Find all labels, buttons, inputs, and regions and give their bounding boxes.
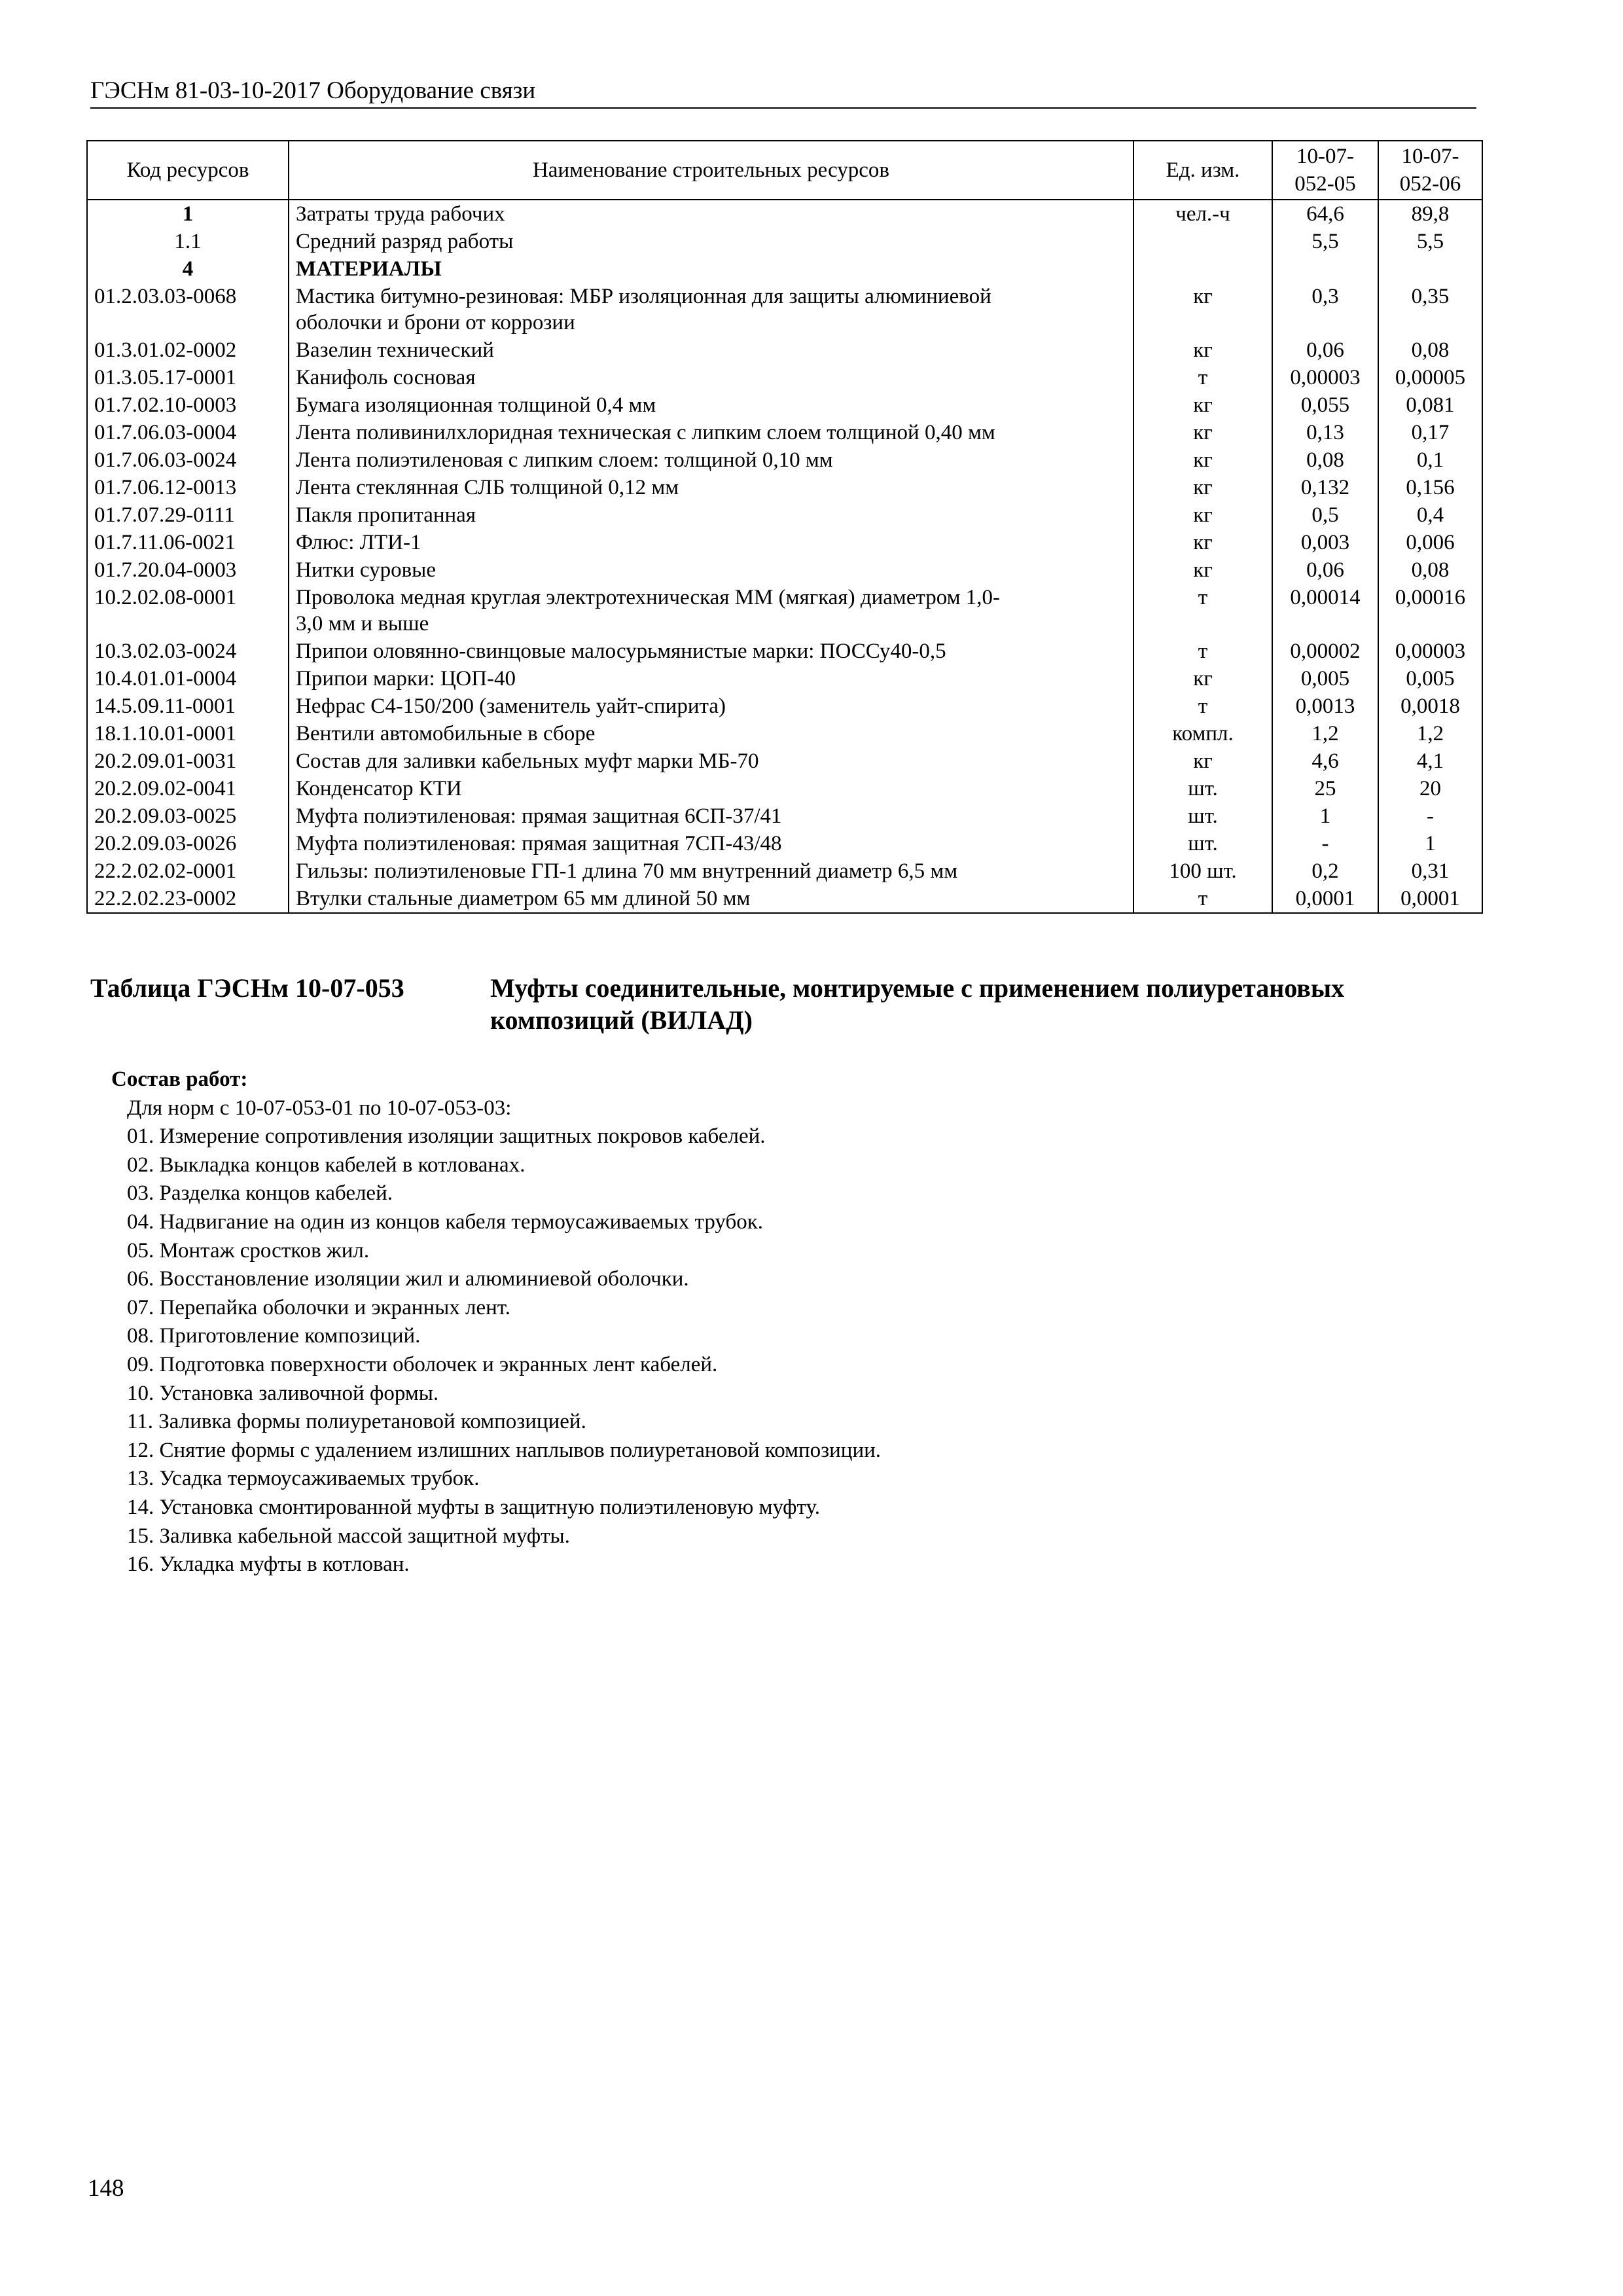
cell-name-line: Конденсатор КТИ xyxy=(296,777,462,800)
cell-code: 01.7.02.10-0003 xyxy=(87,391,289,419)
cell-unit: кг xyxy=(1133,665,1272,692)
work-item: 03. Разделка концов кабелей. xyxy=(127,1181,393,1206)
cell-unit: чел.-ч xyxy=(1133,200,1272,228)
table-row xyxy=(87,529,1482,556)
cell-code: 4 xyxy=(87,255,289,283)
cell-name-line: 3,0 мм и выше xyxy=(296,612,429,636)
cell-code: 01.7.20.04-0003 xyxy=(87,556,289,584)
cell-unit: кг xyxy=(1133,501,1272,529)
cell-name xyxy=(289,283,1133,336)
cell-value-1: 4,6 xyxy=(1272,747,1378,775)
cell-code: 01.2.03.03-0068 xyxy=(87,283,289,336)
table-row xyxy=(87,747,1482,775)
cell-name-line: Затраты труда рабочих xyxy=(296,202,505,226)
table-row xyxy=(87,255,1482,283)
cell-value-2: 0,35 xyxy=(1378,283,1482,336)
table-body xyxy=(87,200,1482,913)
table-row xyxy=(87,637,1482,665)
cell-code: 01.7.06.03-0004 xyxy=(87,419,289,446)
resources-table xyxy=(86,140,1483,914)
cell-value-2: 0,081 xyxy=(1378,391,1482,419)
cell-name xyxy=(289,857,1133,885)
cell-name xyxy=(289,637,1133,665)
work-item: 05. Монтаж сростков жил. xyxy=(127,1238,370,1263)
cell-unit: т xyxy=(1133,637,1272,665)
cell-name-line: Средний разряд работы xyxy=(296,230,514,253)
table-row xyxy=(87,474,1482,501)
cell-unit: кг xyxy=(1133,336,1272,364)
work-item: 01. Измерение сопротивления изоляции защитных покровов кабелей. xyxy=(127,1124,766,1149)
cell-unit: кг xyxy=(1133,446,1272,474)
cell-code: 01.7.06.12-0013 xyxy=(87,474,289,501)
cell-name xyxy=(289,830,1133,857)
cell-unit: кг xyxy=(1133,419,1272,446)
cell-value-2: 0,00016 xyxy=(1378,584,1482,637)
cell-name-line: Флюс: ЛТИ-1 xyxy=(296,531,421,554)
cell-value-1: 0,005 xyxy=(1272,665,1378,692)
cell-value-1: 25 xyxy=(1272,775,1378,802)
cell-code: 20.2.09.03-0026 xyxy=(87,830,289,857)
cell-value-1: 0,00002 xyxy=(1272,637,1378,665)
cell-value-1: 1 xyxy=(1272,802,1378,830)
cell-name-line: Канифоль сосновая xyxy=(296,366,476,389)
work-item: 08. Приготовление композиций. xyxy=(127,1324,421,1348)
cell-code: 1 xyxy=(87,200,289,228)
cell-name xyxy=(289,419,1133,446)
cell-value-1: 0,003 xyxy=(1272,529,1378,556)
work-item: 06. Восстановление изоляции жил и алюминиевой оболочки. xyxy=(127,1267,689,1291)
cell-unit: компл. xyxy=(1133,720,1272,747)
table-label: Таблица ГЭСНм 10-07-053 xyxy=(90,973,404,1003)
cell-value-1: 64,6 xyxy=(1272,200,1378,228)
cell-name xyxy=(289,692,1133,720)
cell-name xyxy=(289,584,1133,637)
cell-value-2: 0,08 xyxy=(1378,336,1482,364)
header-code: Код ресурсов xyxy=(87,141,289,200)
table-row xyxy=(87,556,1482,584)
table-row xyxy=(87,446,1482,474)
work-item: 12. Снятие формы с удалением излишних наплывов полиуретановой композиции. xyxy=(127,1438,882,1462)
table-row xyxy=(87,336,1482,364)
works-scope: Для норм с 10-07-053-01 по 10-07-053-03: xyxy=(127,1096,512,1120)
cell-value-2: 0,08 xyxy=(1378,556,1482,584)
work-item: 16. Укладка муфты в котлован. xyxy=(127,1552,410,1577)
cell-value-1: - xyxy=(1272,830,1378,857)
cell-unit: шт. xyxy=(1133,830,1272,857)
cell-unit: т xyxy=(1133,692,1272,720)
cell-value-1: 0,0001 xyxy=(1272,885,1378,913)
table-heading: Муфты соединительные, монтируемые с применением полиуретановых композиций (ВИЛАД) xyxy=(490,973,1345,1035)
table-row xyxy=(87,283,1482,336)
cell-name-line: Муфта полиэтиленовая: прямая защитная 7СП-43/48 xyxy=(296,832,782,855)
cell-name xyxy=(289,747,1133,775)
table-row xyxy=(87,857,1482,885)
cell-value-1: 0,3 xyxy=(1272,283,1378,336)
cell-name xyxy=(289,501,1133,529)
work-item: 11. Заливка формы полиуретановой композицией. xyxy=(127,1410,586,1434)
works-list xyxy=(109,1122,1418,1579)
table-row xyxy=(87,720,1482,747)
work-item: 13. Усадка термоусаживаемых трубок. xyxy=(127,1467,480,1491)
cell-unit xyxy=(1133,228,1272,255)
cell-name xyxy=(289,228,1133,255)
cell-name-line: Лента поливинилхлоридная техническая с липким слоем толщиной 0,40 мм xyxy=(296,421,995,444)
cell-value-2: 0,31 xyxy=(1378,857,1482,885)
cell-name-line: Вентили автомобильные в сборе xyxy=(296,722,596,745)
cell-value-2: 0,17 xyxy=(1378,419,1482,446)
cell-name xyxy=(289,446,1133,474)
works-heading: Состав работ: xyxy=(111,1067,248,1091)
cell-code: 20.2.09.02-0041 xyxy=(87,775,289,802)
cell-value-2 xyxy=(1378,255,1482,283)
page-number: 148 xyxy=(88,2175,124,2202)
cell-value-1: 0,06 xyxy=(1272,336,1378,364)
header-col1: 10-07-052-05 xyxy=(1272,141,1378,200)
cell-name xyxy=(289,474,1133,501)
cell-value-1: 0,06 xyxy=(1272,556,1378,584)
table-row xyxy=(87,391,1482,419)
cell-unit: т xyxy=(1133,885,1272,913)
cell-value-2: 0,1 xyxy=(1378,446,1482,474)
cell-name-line: Мастика битумно-резиновая: МБР изоляционная для защиты алюминиевой xyxy=(296,285,991,308)
cell-name xyxy=(289,255,1133,283)
table-row xyxy=(87,692,1482,720)
cell-code: 18.1.10.01-0001 xyxy=(87,720,289,747)
table-row xyxy=(87,802,1482,830)
cell-name xyxy=(289,556,1133,584)
cell-name-line: Бумага изоляционная толщиной 0,4 мм xyxy=(296,393,656,417)
cell-code: 01.7.06.03-0024 xyxy=(87,446,289,474)
table-row xyxy=(87,501,1482,529)
cell-value-1: 0,0013 xyxy=(1272,692,1378,720)
cell-name-line: Проволока медная круглая электротехническая ММ (мягкая) диаметром 1,0- xyxy=(296,586,1001,609)
cell-name-line: оболочки и брони от коррозии xyxy=(296,311,575,334)
cell-value-2: 0,005 xyxy=(1378,665,1482,692)
table-row xyxy=(87,364,1482,391)
cell-value-2: 0,4 xyxy=(1378,501,1482,529)
cell-name xyxy=(289,529,1133,556)
cell-value-2: 0,00003 xyxy=(1378,637,1482,665)
cell-unit: кг xyxy=(1133,391,1272,419)
work-item: 14. Установка смонтированной муфты в защитную полиэтиленовую муфту. xyxy=(127,1495,820,1519)
table-header-row xyxy=(87,141,1482,200)
cell-name xyxy=(289,364,1133,391)
cell-unit: т xyxy=(1133,364,1272,391)
header-name: Наименование строительных ресурсов xyxy=(289,141,1133,200)
cell-name xyxy=(289,391,1133,419)
cell-value-1 xyxy=(1272,255,1378,283)
cell-code: 20.2.09.03-0025 xyxy=(87,802,289,830)
cell-value-2: 4,1 xyxy=(1378,747,1482,775)
cell-code: 10.4.01.01-0004 xyxy=(87,665,289,692)
work-item: 10. Установка заливочной формы. xyxy=(127,1381,439,1405)
cell-name-line: Припои марки: ЦОП-40 xyxy=(296,667,516,691)
cell-code: 01.7.11.06-0021 xyxy=(87,529,289,556)
works-section xyxy=(109,1066,1418,1579)
cell-name xyxy=(289,885,1133,913)
cell-code: 01.3.01.02-0002 xyxy=(87,336,289,364)
cell-name xyxy=(289,720,1133,747)
table-row xyxy=(87,830,1482,857)
cell-value-2: 5,5 xyxy=(1378,228,1482,255)
cell-unit xyxy=(1133,255,1272,283)
cell-value-1: 0,00003 xyxy=(1272,364,1378,391)
cell-name-line: Лента стеклянная СЛБ толщиной 0,12 мм xyxy=(296,476,679,499)
cell-name-line: Нитки суровые xyxy=(296,558,436,582)
cell-value-2: 0,0001 xyxy=(1378,885,1482,913)
cell-name-line: Гильзы: полиэтиленовые ГП-1 длина 70 мм внутренний диаметр 6,5 мм xyxy=(296,859,958,883)
cell-code: 14.5.09.11-0001 xyxy=(87,692,289,720)
cell-name-line: Пакля пропитанная xyxy=(296,503,476,527)
work-item: 09. Подготовка поверхности оболочек и экранных лент кабелей. xyxy=(127,1352,718,1376)
cell-unit: т xyxy=(1133,584,1272,637)
cell-value-2: 1 xyxy=(1378,830,1482,857)
cell-code: 10.2.02.08-0001 xyxy=(87,584,289,637)
cell-value-2: 20 xyxy=(1378,775,1482,802)
cell-value-1: 0,055 xyxy=(1272,391,1378,419)
table-header xyxy=(87,141,1482,200)
work-item: 07. Перепайка оболочки и экранных лент. xyxy=(127,1295,510,1319)
cell-name xyxy=(289,336,1133,364)
cell-unit: 100 шт. xyxy=(1133,857,1272,885)
cell-code: 1.1 xyxy=(87,228,289,255)
cell-name xyxy=(289,665,1133,692)
cell-code: 20.2.09.01-0031 xyxy=(87,747,289,775)
cell-code: 22.2.02.02-0001 xyxy=(87,857,289,885)
table-row xyxy=(87,228,1482,255)
cell-value-2: 89,8 xyxy=(1378,200,1482,228)
cell-name-line: Состав для заливки кабельных муфт марки МБ-70 xyxy=(296,749,759,773)
cell-value-2: 0,00005 xyxy=(1378,364,1482,391)
cell-unit: кг xyxy=(1133,283,1272,336)
cell-name xyxy=(289,802,1133,830)
work-item: 15. Заливка кабельной массой защитной муфты. xyxy=(127,1524,570,1548)
cell-value-1: 0,2 xyxy=(1272,857,1378,885)
cell-value-1: 5,5 xyxy=(1272,228,1378,255)
cell-value-1: 0,13 xyxy=(1272,419,1378,446)
table-row xyxy=(87,419,1482,446)
cell-name xyxy=(289,775,1133,802)
running-header: ГЭСНм 81-03-10-2017 Оборудование связи xyxy=(90,77,1476,109)
cell-unit: кг xyxy=(1133,556,1272,584)
table-row xyxy=(87,200,1482,228)
cell-value-2: - xyxy=(1378,802,1482,830)
cell-value-1: 1,2 xyxy=(1272,720,1378,747)
cell-value-1: 0,00014 xyxy=(1272,584,1378,637)
cell-name-line: Вазелин технический xyxy=(296,338,494,362)
cell-value-1: 0,08 xyxy=(1272,446,1378,474)
work-item: 04. Надвигание на один из концов кабеля термоусаживаемых трубок. xyxy=(127,1210,764,1234)
cell-code: 10.3.02.03-0024 xyxy=(87,637,289,665)
cell-unit: шт. xyxy=(1133,775,1272,802)
header-unit: Ед. изм. xyxy=(1133,141,1272,200)
cell-value-1: 0,5 xyxy=(1272,501,1378,529)
cell-name-line: Лента полиэтиленовая с липким слоем: толщиной 0,10 мм xyxy=(296,448,833,472)
cell-name-line: МАТЕРИАЛЫ xyxy=(296,257,442,281)
table-row xyxy=(87,885,1482,913)
table-row xyxy=(87,584,1482,637)
cell-value-1: 0,132 xyxy=(1272,474,1378,501)
cell-code: 22.2.02.23-0002 xyxy=(87,885,289,913)
table-row xyxy=(87,775,1482,802)
cell-value-2: 1,2 xyxy=(1378,720,1482,747)
work-item: 02. Выкладка концов кабелей в котлованах. xyxy=(127,1153,526,1177)
cell-value-2: 0,0018 xyxy=(1378,692,1482,720)
cell-unit: кг xyxy=(1133,529,1272,556)
cell-unit: кг xyxy=(1133,747,1272,775)
cell-unit: шт. xyxy=(1133,802,1272,830)
cell-name-line: Нефрас С4-150/200 (заменитель уайт-спирита) xyxy=(296,694,726,718)
cell-value-2: 0,006 xyxy=(1378,529,1482,556)
cell-unit: кг xyxy=(1133,474,1272,501)
cell-name xyxy=(289,200,1133,228)
cell-value-2: 0,156 xyxy=(1378,474,1482,501)
cell-code: 01.7.07.29-0111 xyxy=(87,501,289,529)
cell-name-line: Втулки стальные диаметром 65 мм длиной 50 мм xyxy=(296,887,751,910)
cell-name-line: Муфта полиэтиленовая: прямая защитная 6СП-37/41 xyxy=(296,804,782,828)
table-row xyxy=(87,665,1482,692)
cell-name-line: Припои оловянно-свинцовые малосурьмянистые марки: ПОССу40-0,5 xyxy=(296,639,946,663)
cell-code: 01.3.05.17-0001 xyxy=(87,364,289,391)
header-col2: 10-07-052-06 xyxy=(1378,141,1482,200)
